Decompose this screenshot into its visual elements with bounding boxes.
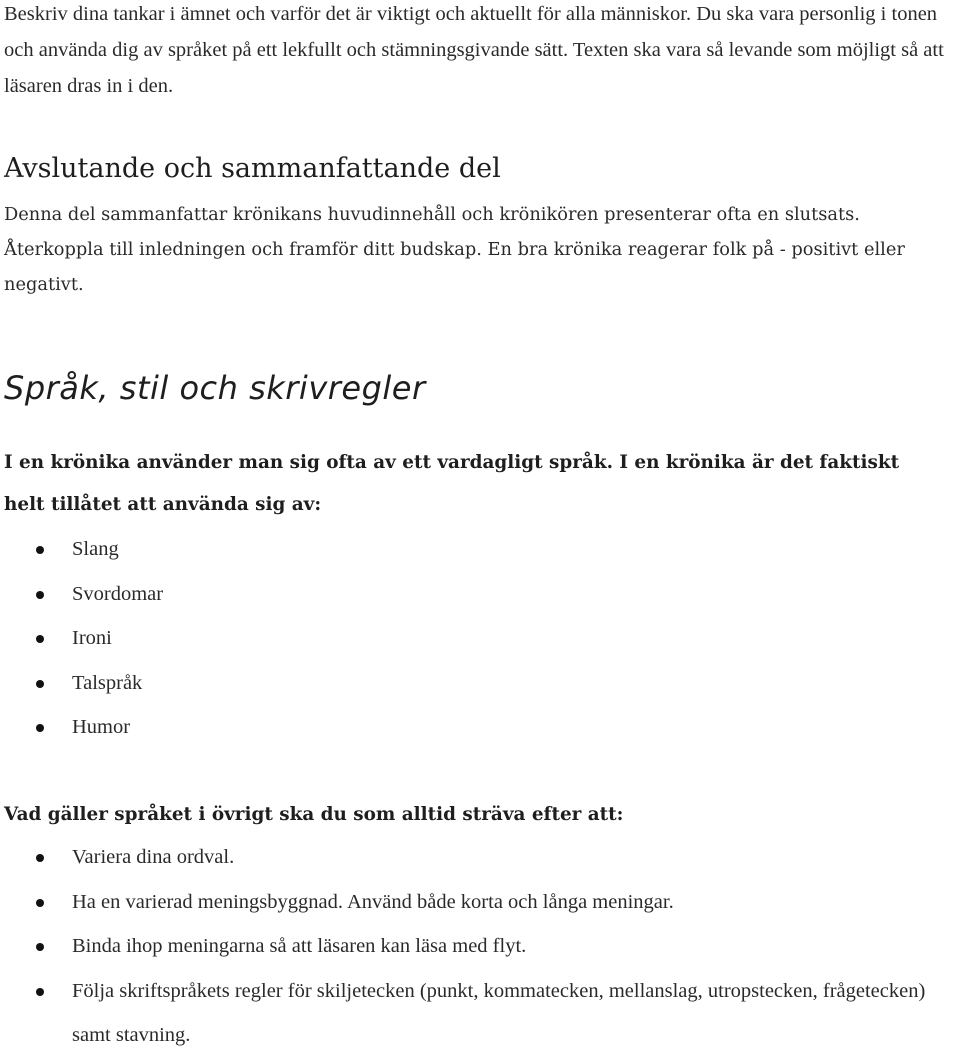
closing-section-body: Denna del sammanfattar krönikans huvudinnehåll och krönikören presenterar ofta en slutsats. Återkoppla till inledningen och framför ditt budskap. En bra krönika reagerar folk på - positivt eller negativt.: [4, 204, 905, 295]
list-item: [36, 661, 936, 706]
list-item-text: Talspråk: [72, 671, 143, 694]
list-item: [36, 880, 936, 925]
list-item: [36, 835, 936, 880]
list-item-text: Humor: [72, 716, 131, 738]
list-item: [36, 572, 936, 617]
bullet-icon: [36, 988, 44, 996]
general-list: [36, 835, 936, 1058]
allowed-list: [36, 527, 936, 750]
intro-paragraph: Beskriv dina tankar i ämnet och varför det är viktigt och aktuellt för alla människor. Du ska vara personlig i tonen och använda dig av språket på ett lekfullt och stämningsgivande sätt. Texten ska vara så levande som möjligt så att läsaren dras in i den.: [4, 3, 944, 97]
general-language-lead: Vad gäller språket i övrigt ska du som alltid sträva efter att:: [4, 804, 624, 825]
list-item-text: Variera dina ordval.: [72, 846, 235, 868]
bullet-icon: [36, 943, 44, 951]
style-section-lead: I en krönika använder man sig ofta av ett vardagligt språk. I en krönika är det faktiskt helt tillåtet att använda sig av:: [4, 452, 900, 515]
bullet-icon: [36, 591, 44, 599]
list-item: [36, 705, 936, 750]
list-item: [36, 527, 936, 572]
list-item-text: Ironi: [72, 627, 112, 649]
bullet-icon: [36, 546, 44, 554]
closing-section-heading: Avslutande och sammanfattande del: [4, 153, 501, 184]
bullet-icon: [36, 680, 44, 688]
bullet-icon: [36, 899, 44, 907]
bullet-icon: [36, 854, 44, 862]
list-item: [36, 616, 936, 661]
list-item-text: Svordomar: [72, 582, 164, 605]
bullet-icon: [36, 635, 44, 643]
style-section-heading: Språk, stil och skrivregler: [4, 369, 426, 407]
list-item-text: Binda ihop meningarna så att läsaren kan läsa med flyt.: [72, 935, 527, 957]
list-item-text: Slang: [72, 538, 119, 560]
bullet-icon: [36, 724, 44, 732]
list-item-text: Följa skriftspråkets regler för skiljetecken (punkt, kommatecken, mellanslag, utropstecken, frågetecken) samt stavning.: [72, 979, 926, 1046]
list-item: [36, 969, 936, 1058]
list-item-text: Ha en varierad meningsbyggnad. Använd både korta och långa meningar.: [72, 890, 674, 913]
list-item: [36, 924, 936, 969]
